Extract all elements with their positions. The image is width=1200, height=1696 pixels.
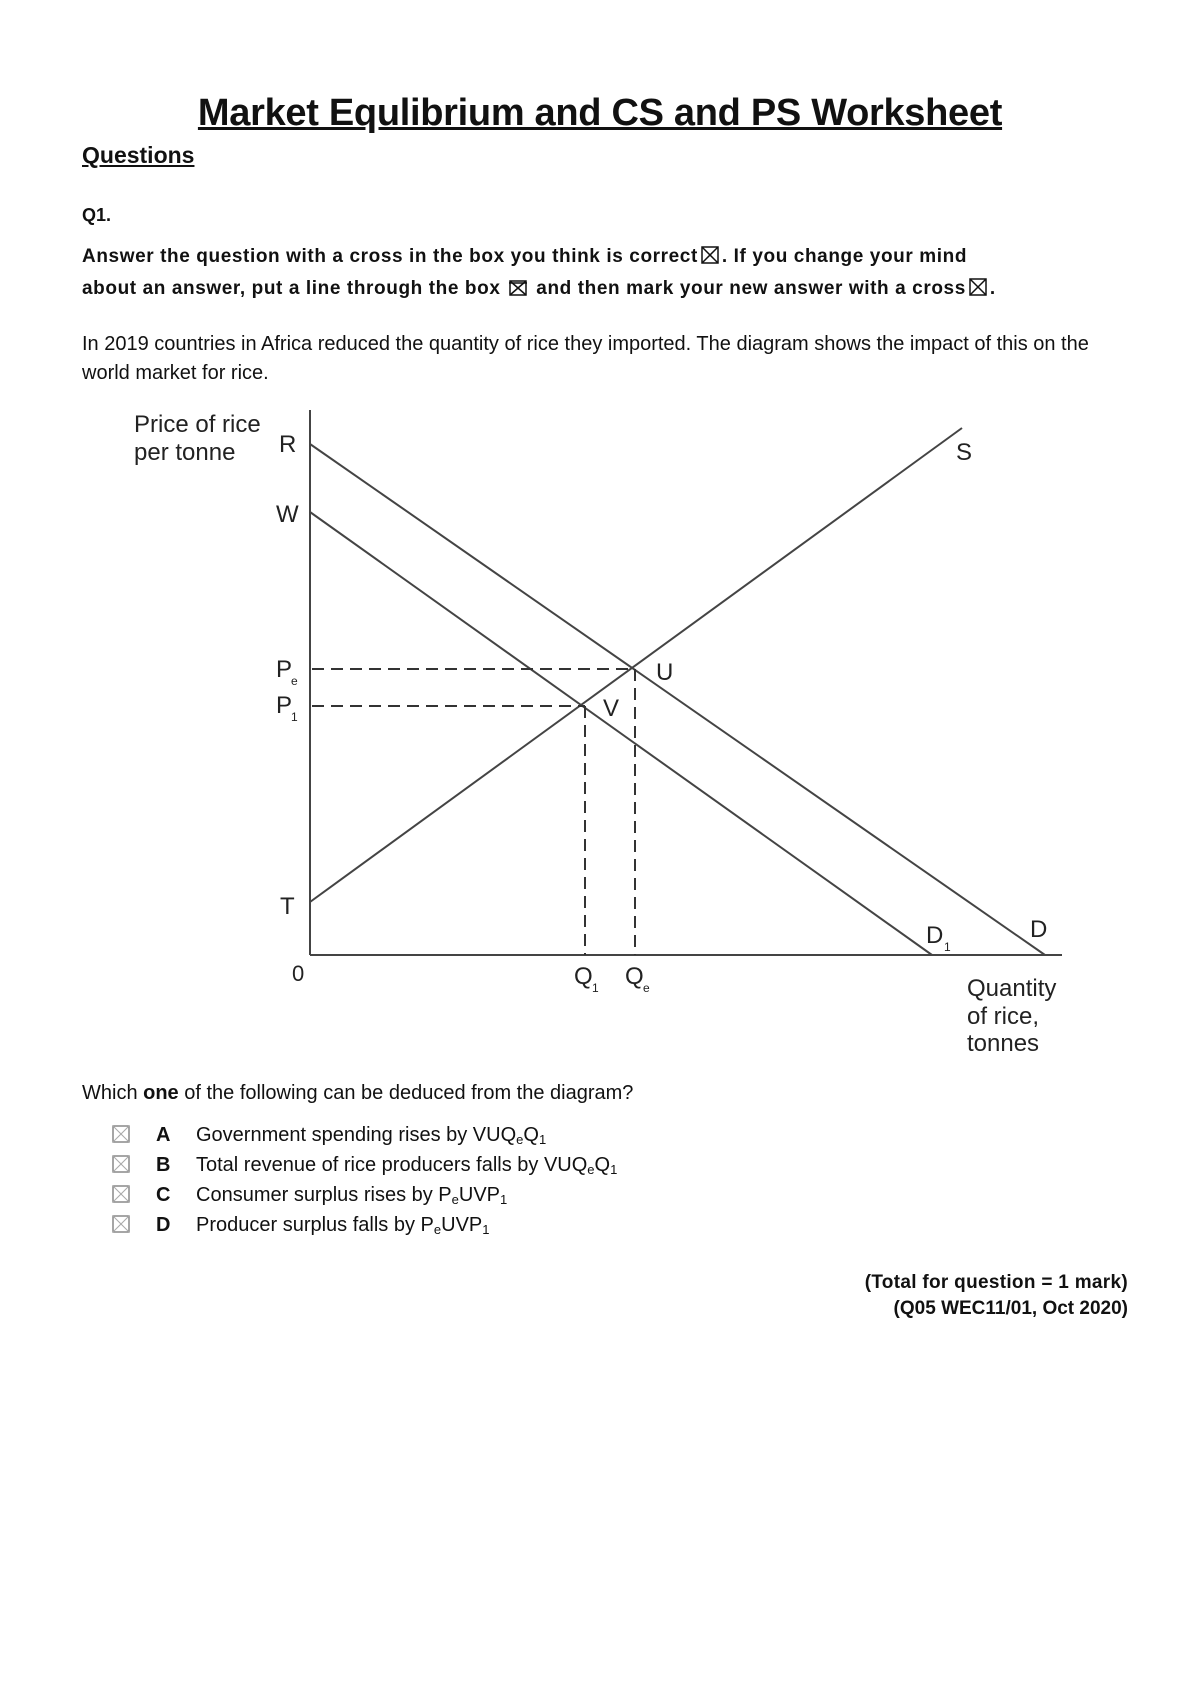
point-label-u: U	[656, 659, 674, 686]
demand-curve-d1	[310, 512, 932, 955]
quantity-label-q1-sub: 1	[592, 981, 599, 995]
instruction-text: about an answer, put a line through the box	[82, 278, 501, 299]
lead-emphasis: one	[143, 1082, 179, 1104]
answer-checkbox-icon[interactable]	[112, 1155, 130, 1173]
option-letter: C	[156, 1184, 171, 1206]
option-letter: D	[156, 1214, 171, 1236]
instruction-text: Answer the question with a cross in the box you think is correct	[82, 246, 698, 267]
y-axis-label: Price of rice	[134, 411, 261, 438]
price-label-r: R	[279, 431, 297, 458]
price-label-t: T	[280, 893, 295, 920]
option-letter: A	[156, 1124, 171, 1146]
instruction-text: . If you change your mind	[721, 246, 968, 267]
quantity-label-qe-sub: e	[643, 981, 650, 995]
answer-option-c[interactable]	[112, 1184, 508, 1207]
price-label-pe-sub: e	[291, 674, 298, 688]
answer-option-b[interactable]	[112, 1154, 618, 1177]
total-marks: (Total for question = 1 mark)	[864, 1272, 1128, 1293]
price-label-pe: P	[276, 656, 293, 683]
lead-text: of the following can be deduced from the diagram?	[178, 1082, 634, 1104]
curve-label-d1-sub: 1	[944, 940, 951, 954]
curve-label-d: D	[1030, 916, 1048, 943]
quantity-label-q1: Q	[574, 963, 593, 990]
option-text: Consumer surplus rises by $P_eUVP_1$	[196, 1184, 508, 1207]
option-text: Producer surplus falls by $P_eUVP_1$	[196, 1214, 490, 1237]
section-heading: Questions	[82, 142, 195, 168]
question-source: (Q05 WEC11/01, Oct 2020)	[893, 1298, 1128, 1319]
curve-label-d1: D	[926, 922, 944, 949]
question-lead	[82, 1082, 633, 1105]
instruction-text: .	[989, 278, 996, 299]
price-label-p1-sub: 1	[291, 710, 298, 724]
page-title: Market Equlibrium and CS and PS Worksheet	[197, 92, 1003, 134]
answer-checkbox-icon[interactable]	[112, 1185, 130, 1203]
question-number: Q1.	[82, 205, 112, 225]
point-label-v: V	[603, 695, 620, 722]
origin-label: 0	[292, 961, 305, 986]
lead-text: Which	[82, 1082, 144, 1104]
answer-checkbox-icon[interactable]	[112, 1215, 130, 1233]
y-axis-label: per tonne	[134, 439, 236, 466]
question-stem: In 2019 countries in Africa reduced the quantity of rice they imported. The diagram shows the impact of this on the world market for rice.	[82, 333, 1089, 384]
instruction-text: and then mark your new answer with a cross	[536, 278, 966, 299]
option-text: Total revenue of rice producers falls by $VUQ_eQ_1$	[196, 1154, 618, 1177]
option-text: Government spending rises by $VUQ_eQ_1$	[196, 1124, 547, 1147]
x-axis-label: of rice,	[967, 1003, 1040, 1030]
price-label-p1: P	[276, 692, 293, 719]
quantity-label-qe: Q	[625, 963, 644, 990]
option-letter: B	[156, 1154, 171, 1176]
demand-curve-d	[310, 444, 1048, 955]
price-label-w: W	[276, 501, 299, 528]
curve-label-s: S	[956, 439, 973, 466]
x-axis-label: tonnes	[967, 1030, 1040, 1057]
answer-option-d[interactable]	[112, 1214, 490, 1237]
answer-option-a[interactable]	[112, 1124, 547, 1147]
x-axis-label: Quantity	[967, 975, 1057, 1002]
answer-checkbox-icon[interactable]	[112, 1125, 130, 1143]
